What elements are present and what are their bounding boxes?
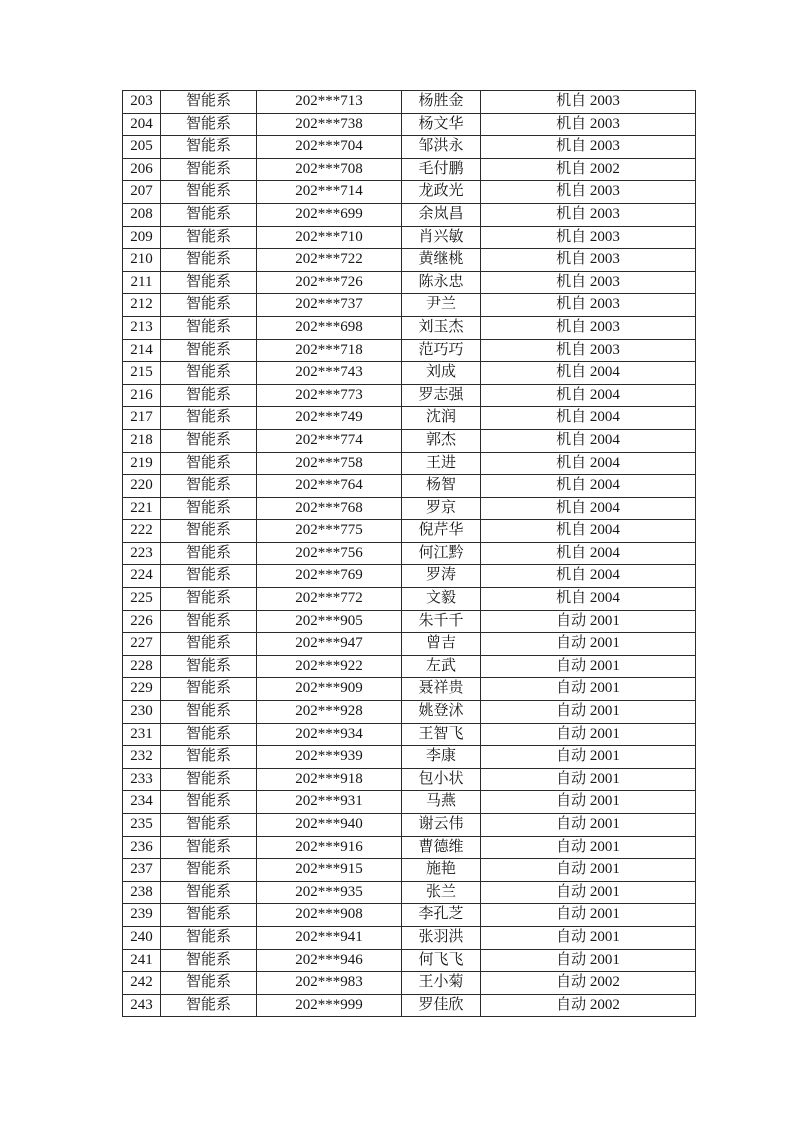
student-name-cell: 余岚昌 xyxy=(402,203,481,226)
department-cell: 智能系 xyxy=(161,859,257,882)
student-id-cell: 202***714 xyxy=(257,181,402,204)
table-row xyxy=(123,859,696,882)
department-cell: 智能系 xyxy=(161,701,257,724)
class-cell: 自动 2001 xyxy=(481,904,696,927)
department-cell: 智能系 xyxy=(161,836,257,859)
student-name-cell: 施艳 xyxy=(402,859,481,882)
student-id-cell: 202***774 xyxy=(257,429,402,452)
department-cell: 智能系 xyxy=(161,226,257,249)
class-cell: 自动 2002 xyxy=(481,994,696,1017)
row-number-cell: 226 xyxy=(123,610,161,633)
row-number-cell: 237 xyxy=(123,859,161,882)
student-name-cell: 罗涛 xyxy=(402,565,481,588)
department-cell: 智能系 xyxy=(161,113,257,136)
department-cell: 智能系 xyxy=(161,994,257,1017)
row-number-cell: 232 xyxy=(123,746,161,769)
table-row xyxy=(123,339,696,362)
row-number-cell: 235 xyxy=(123,814,161,837)
row-number-cell: 205 xyxy=(123,136,161,159)
department-cell: 智能系 xyxy=(161,339,257,362)
student-id-cell: 202***743 xyxy=(257,362,402,385)
table-row xyxy=(123,836,696,859)
table-row xyxy=(123,972,696,995)
table-row xyxy=(123,949,696,972)
row-number-cell: 217 xyxy=(123,407,161,430)
table-row xyxy=(123,271,696,294)
student-id-cell: 202***749 xyxy=(257,407,402,430)
department-cell: 智能系 xyxy=(161,791,257,814)
class-cell: 机自 2002 xyxy=(481,158,696,181)
student-id-cell: 202***718 xyxy=(257,339,402,362)
student-name-cell: 刘玉杰 xyxy=(402,316,481,339)
student-name-cell: 王智飞 xyxy=(402,723,481,746)
class-cell: 自动 2001 xyxy=(481,881,696,904)
class-cell: 机自 2004 xyxy=(481,429,696,452)
class-cell: 机自 2003 xyxy=(481,249,696,272)
row-number-cell: 210 xyxy=(123,249,161,272)
student-name-cell: 谢云伟 xyxy=(402,814,481,837)
row-number-cell: 204 xyxy=(123,113,161,136)
student-name-cell: 黄继桃 xyxy=(402,249,481,272)
student-name-cell: 曾吉 xyxy=(402,633,481,656)
class-cell: 机自 2003 xyxy=(481,339,696,362)
class-cell: 自动 2002 xyxy=(481,972,696,995)
student-name-cell: 左武 xyxy=(402,655,481,678)
department-cell: 智能系 xyxy=(161,655,257,678)
row-number-cell: 213 xyxy=(123,316,161,339)
class-cell: 自动 2001 xyxy=(481,836,696,859)
department-cell: 智能系 xyxy=(161,926,257,949)
student-id-cell: 202***772 xyxy=(257,588,402,611)
department-cell: 智能系 xyxy=(161,271,257,294)
class-cell: 自动 2001 xyxy=(481,791,696,814)
department-cell: 智能系 xyxy=(161,362,257,385)
class-cell: 机自 2003 xyxy=(481,294,696,317)
class-cell: 自动 2001 xyxy=(481,814,696,837)
class-cell: 机自 2004 xyxy=(481,497,696,520)
student-id-cell: 202***999 xyxy=(257,994,402,1017)
department-cell: 智能系 xyxy=(161,542,257,565)
student-name-cell: 张兰 xyxy=(402,881,481,904)
row-number-cell: 208 xyxy=(123,203,161,226)
table-row xyxy=(123,610,696,633)
student-id-cell: 202***738 xyxy=(257,113,402,136)
student-id-cell: 202***939 xyxy=(257,746,402,769)
student-id-cell: 202***699 xyxy=(257,203,402,226)
student-name-cell: 朱千千 xyxy=(402,610,481,633)
row-number-cell: 206 xyxy=(123,158,161,181)
table-row xyxy=(123,678,696,701)
student-id-cell: 202***934 xyxy=(257,723,402,746)
department-cell: 智能系 xyxy=(161,723,257,746)
student-name-cell: 王进 xyxy=(402,452,481,475)
department-cell: 智能系 xyxy=(161,158,257,181)
department-cell: 智能系 xyxy=(161,203,257,226)
department-cell: 智能系 xyxy=(161,881,257,904)
student-id-cell: 202***758 xyxy=(257,452,402,475)
class-cell: 机自 2003 xyxy=(481,226,696,249)
table-row xyxy=(123,520,696,543)
row-number-cell: 225 xyxy=(123,588,161,611)
student-id-cell: 202***768 xyxy=(257,497,402,520)
student-name-cell: 何飞飞 xyxy=(402,949,481,972)
table-row xyxy=(123,542,696,565)
table-row xyxy=(123,926,696,949)
department-cell: 智能系 xyxy=(161,972,257,995)
student-id-cell: 202***935 xyxy=(257,881,402,904)
row-number-cell: 220 xyxy=(123,475,161,498)
student-name-cell: 罗志强 xyxy=(402,384,481,407)
row-number-cell: 236 xyxy=(123,836,161,859)
student-name-cell: 杨文华 xyxy=(402,113,481,136)
department-cell: 智能系 xyxy=(161,497,257,520)
row-number-cell: 223 xyxy=(123,542,161,565)
student-name-cell: 尹兰 xyxy=(402,294,481,317)
student-id-cell: 202***737 xyxy=(257,294,402,317)
class-cell: 自动 2001 xyxy=(481,655,696,678)
student-name-cell: 陈永忠 xyxy=(402,271,481,294)
row-number-cell: 233 xyxy=(123,768,161,791)
department-cell: 智能系 xyxy=(161,249,257,272)
table-row xyxy=(123,768,696,791)
student-name-cell: 杨胜金 xyxy=(402,91,481,114)
class-cell: 自动 2001 xyxy=(481,633,696,656)
student-name-cell: 罗佳欣 xyxy=(402,994,481,1017)
student-table-body xyxy=(123,91,696,1017)
student-roster-table xyxy=(122,90,696,1017)
table-row xyxy=(123,203,696,226)
student-id-cell: 202***769 xyxy=(257,565,402,588)
class-cell: 机自 2004 xyxy=(481,407,696,430)
department-cell: 智能系 xyxy=(161,429,257,452)
row-number-cell: 216 xyxy=(123,384,161,407)
row-number-cell: 227 xyxy=(123,633,161,656)
department-cell: 智能系 xyxy=(161,294,257,317)
class-cell: 机自 2004 xyxy=(481,475,696,498)
student-id-cell: 202***928 xyxy=(257,701,402,724)
table-row xyxy=(123,475,696,498)
row-number-cell: 203 xyxy=(123,91,161,114)
student-name-cell: 张羽洪 xyxy=(402,926,481,949)
student-name-cell: 郭杰 xyxy=(402,429,481,452)
row-number-cell: 221 xyxy=(123,497,161,520)
table-row xyxy=(123,226,696,249)
department-cell: 智能系 xyxy=(161,316,257,339)
row-number-cell: 234 xyxy=(123,791,161,814)
student-id-cell: 202***940 xyxy=(257,814,402,837)
row-number-cell: 218 xyxy=(123,429,161,452)
table-row xyxy=(123,701,696,724)
department-cell: 智能系 xyxy=(161,814,257,837)
table-row xyxy=(123,429,696,452)
row-number-cell: 214 xyxy=(123,339,161,362)
student-name-cell: 倪芹华 xyxy=(402,520,481,543)
table-row xyxy=(123,565,696,588)
student-id-cell: 202***708 xyxy=(257,158,402,181)
class-cell: 自动 2001 xyxy=(481,678,696,701)
class-cell: 自动 2001 xyxy=(481,859,696,882)
row-number-cell: 215 xyxy=(123,362,161,385)
table-row xyxy=(123,158,696,181)
student-name-cell: 杨智 xyxy=(402,475,481,498)
student-name-cell: 王小菊 xyxy=(402,972,481,995)
table-row xyxy=(123,452,696,475)
table-row xyxy=(123,113,696,136)
class-cell: 自动 2001 xyxy=(481,949,696,972)
student-id-cell: 202***764 xyxy=(257,475,402,498)
student-id-cell: 202***915 xyxy=(257,859,402,882)
table-row xyxy=(123,814,696,837)
student-name-cell: 范巧巧 xyxy=(402,339,481,362)
student-name-cell: 肖兴敏 xyxy=(402,226,481,249)
class-cell: 机自 2003 xyxy=(481,91,696,114)
row-number-cell: 239 xyxy=(123,904,161,927)
row-number-cell: 242 xyxy=(123,972,161,995)
student-id-cell: 202***713 xyxy=(257,91,402,114)
department-cell: 智能系 xyxy=(161,91,257,114)
department-cell: 智能系 xyxy=(161,475,257,498)
table-row xyxy=(123,407,696,430)
table-row xyxy=(123,881,696,904)
class-cell: 机自 2003 xyxy=(481,316,696,339)
row-number-cell: 211 xyxy=(123,271,161,294)
student-name-cell: 邹洪永 xyxy=(402,136,481,159)
department-cell: 智能系 xyxy=(161,565,257,588)
student-name-cell: 包小状 xyxy=(402,768,481,791)
student-name-cell: 李孔芝 xyxy=(402,904,481,927)
department-cell: 智能系 xyxy=(161,588,257,611)
row-number-cell: 212 xyxy=(123,294,161,317)
table-row xyxy=(123,655,696,678)
table-row xyxy=(123,316,696,339)
class-cell: 自动 2001 xyxy=(481,701,696,724)
student-id-cell: 202***908 xyxy=(257,904,402,927)
table-row xyxy=(123,294,696,317)
table-row xyxy=(123,904,696,927)
department-cell: 智能系 xyxy=(161,746,257,769)
row-number-cell: 243 xyxy=(123,994,161,1017)
department-cell: 智能系 xyxy=(161,768,257,791)
student-id-cell: 202***773 xyxy=(257,384,402,407)
row-number-cell: 207 xyxy=(123,181,161,204)
class-cell: 机自 2004 xyxy=(481,565,696,588)
class-cell: 自动 2001 xyxy=(481,723,696,746)
student-id-cell: 202***905 xyxy=(257,610,402,633)
row-number-cell: 224 xyxy=(123,565,161,588)
department-cell: 智能系 xyxy=(161,136,257,159)
department-cell: 智能系 xyxy=(161,633,257,656)
student-name-cell: 李康 xyxy=(402,746,481,769)
table-row xyxy=(123,384,696,407)
student-name-cell: 毛付鹏 xyxy=(402,158,481,181)
student-id-cell: 202***775 xyxy=(257,520,402,543)
class-cell: 机自 2004 xyxy=(481,542,696,565)
table-row xyxy=(123,791,696,814)
student-id-cell: 202***931 xyxy=(257,791,402,814)
student-name-cell: 马燕 xyxy=(402,791,481,814)
class-cell: 机自 2004 xyxy=(481,588,696,611)
student-id-cell: 202***918 xyxy=(257,768,402,791)
table-row xyxy=(123,994,696,1017)
department-cell: 智能系 xyxy=(161,904,257,927)
row-number-cell: 209 xyxy=(123,226,161,249)
department-cell: 智能系 xyxy=(161,520,257,543)
class-cell: 机自 2004 xyxy=(481,384,696,407)
row-number-cell: 219 xyxy=(123,452,161,475)
student-name-cell: 何江黔 xyxy=(402,542,481,565)
student-name-cell: 曹德维 xyxy=(402,836,481,859)
student-name-cell: 文毅 xyxy=(402,588,481,611)
class-cell: 机自 2003 xyxy=(481,203,696,226)
row-number-cell: 240 xyxy=(123,926,161,949)
student-id-cell: 202***710 xyxy=(257,226,402,249)
table-row xyxy=(123,746,696,769)
student-id-cell: 202***916 xyxy=(257,836,402,859)
student-id-cell: 202***726 xyxy=(257,271,402,294)
row-number-cell: 222 xyxy=(123,520,161,543)
class-cell: 机自 2003 xyxy=(481,181,696,204)
student-id-cell: 202***946 xyxy=(257,949,402,972)
student-id-cell: 202***722 xyxy=(257,249,402,272)
student-name-cell: 聂祥贵 xyxy=(402,678,481,701)
class-cell: 机自 2003 xyxy=(481,271,696,294)
student-name-cell: 龙政光 xyxy=(402,181,481,204)
student-name-cell: 沈润 xyxy=(402,407,481,430)
student-id-cell: 202***756 xyxy=(257,542,402,565)
student-id-cell: 202***909 xyxy=(257,678,402,701)
department-cell: 智能系 xyxy=(161,949,257,972)
student-id-cell: 202***922 xyxy=(257,655,402,678)
student-id-cell: 202***704 xyxy=(257,136,402,159)
class-cell: 机自 2004 xyxy=(481,452,696,475)
department-cell: 智能系 xyxy=(161,181,257,204)
student-name-cell: 罗京 xyxy=(402,497,481,520)
class-cell: 机自 2004 xyxy=(481,520,696,543)
class-cell: 机自 2004 xyxy=(481,362,696,385)
row-number-cell: 241 xyxy=(123,949,161,972)
row-number-cell: 228 xyxy=(123,655,161,678)
table-row xyxy=(123,633,696,656)
department-cell: 智能系 xyxy=(161,407,257,430)
class-cell: 自动 2001 xyxy=(481,768,696,791)
student-id-cell: 202***941 xyxy=(257,926,402,949)
student-id-cell: 202***947 xyxy=(257,633,402,656)
table-row xyxy=(123,181,696,204)
table-row xyxy=(123,91,696,114)
student-name-cell: 姚登沭 xyxy=(402,701,481,724)
class-cell: 机自 2003 xyxy=(481,113,696,136)
class-cell: 自动 2001 xyxy=(481,926,696,949)
row-number-cell: 231 xyxy=(123,723,161,746)
student-id-cell: 202***983 xyxy=(257,972,402,995)
class-cell: 机自 2003 xyxy=(481,136,696,159)
department-cell: 智能系 xyxy=(161,610,257,633)
row-number-cell: 230 xyxy=(123,701,161,724)
department-cell: 智能系 xyxy=(161,678,257,701)
table-row xyxy=(123,136,696,159)
table-row xyxy=(123,723,696,746)
table-row xyxy=(123,249,696,272)
class-cell: 自动 2001 xyxy=(481,610,696,633)
student-id-cell: 202***698 xyxy=(257,316,402,339)
department-cell: 智能系 xyxy=(161,384,257,407)
row-number-cell: 238 xyxy=(123,881,161,904)
row-number-cell: 229 xyxy=(123,678,161,701)
class-cell: 自动 2001 xyxy=(481,746,696,769)
table-row xyxy=(123,588,696,611)
table-row xyxy=(123,497,696,520)
student-name-cell: 刘成 xyxy=(402,362,481,385)
department-cell: 智能系 xyxy=(161,452,257,475)
table-row xyxy=(123,362,696,385)
